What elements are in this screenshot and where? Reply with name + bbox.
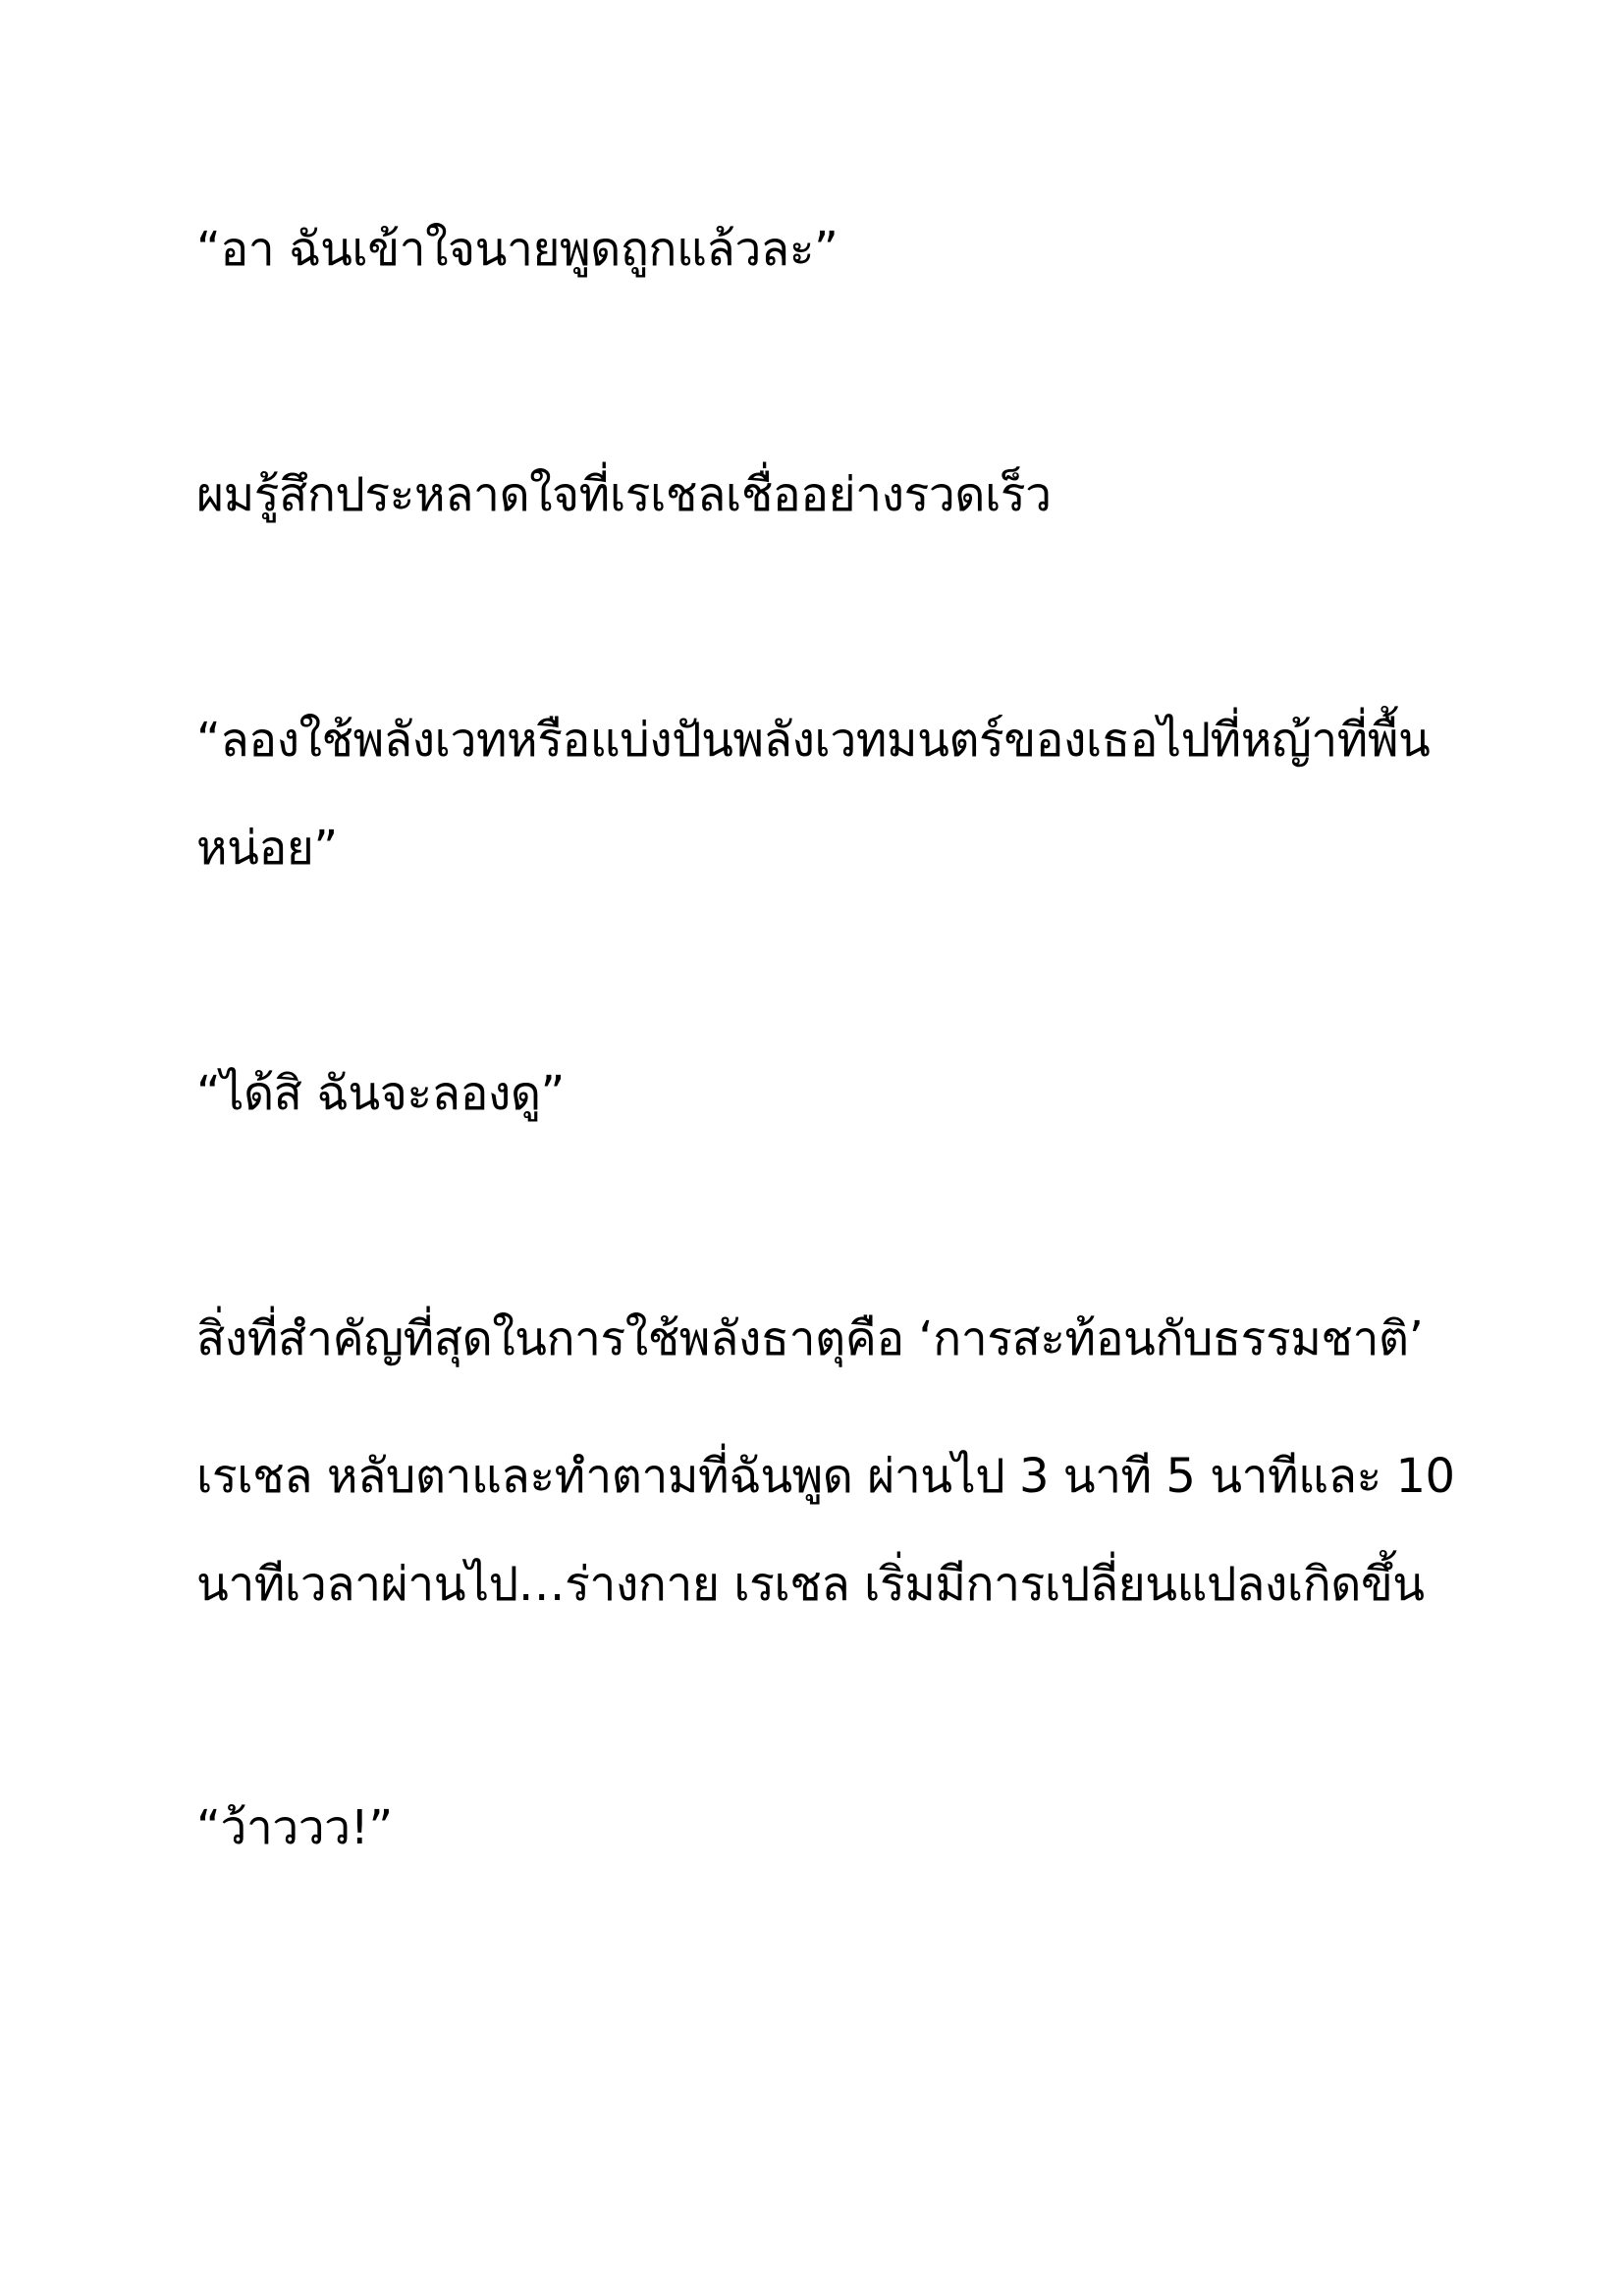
paragraph-6-line-2: นาทีเวลาผ่านไป…ร่างกาย เรเชล เริ่มมีการเปลี่ยนแปลงเกิดขึ้น — [196, 1557, 1425, 1612]
paragraph-5-line-1: สิ่งที่สำคัญที่สุดในการใช้พลังธาตุคือ ‘การสะท้อนกับธรรมชาติ’ — [196, 1311, 1424, 1366]
paragraph-6-line-1: เรเชล หลับตาและทำตามที่ฉันพูด ผ่านไป 3 นาที 5 นาทีและ 10 — [196, 1449, 1455, 1504]
paragraph-7-line-1: “ว้าววว!” — [196, 1800, 393, 1855]
paragraph-3-line-2: หน่อย” — [196, 821, 338, 876]
paragraph-3-line-1: “ลองใช้พลังเวทหรือแบ่งปันพลังเวทมนตร์ของเธอไปที่หญ้าที่พื้น — [196, 713, 1431, 768]
paragraph-4-line-1: “ได้สิ ฉันจะลองดู” — [196, 1066, 565, 1121]
paragraph-2-line-1: ผมรู้สึกประหลาดใจที่เรเชลเชื่ออย่างรวดเร็ว — [196, 467, 1052, 522]
paragraph-1-line-1: “อา ฉันเข้าใจนายพูดถูกแล้วละ” — [196, 222, 839, 277]
